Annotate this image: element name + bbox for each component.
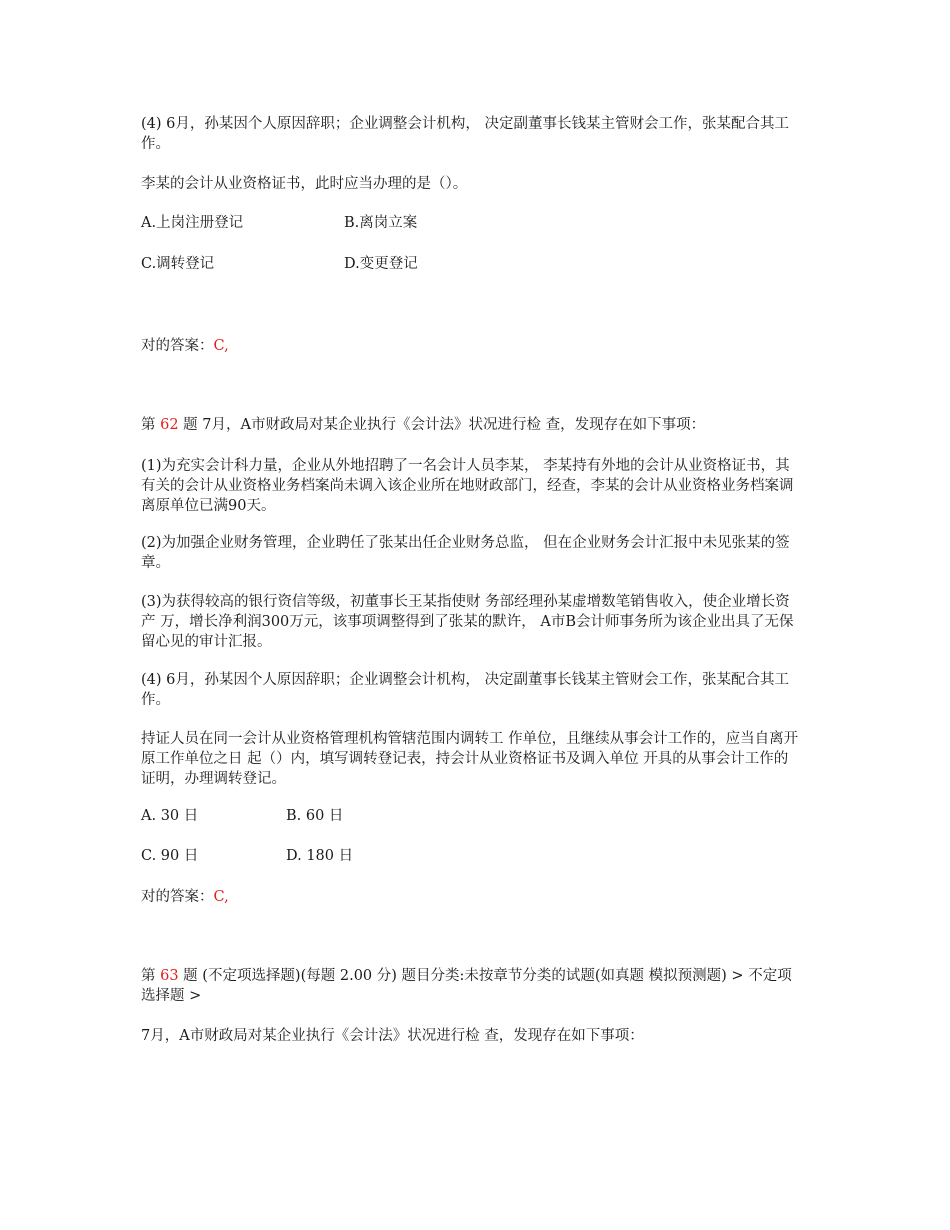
q63-header	[141, 966, 801, 1006]
question-number: 62	[160, 417, 179, 433]
q61-option-b: B.离岗立案	[344, 215, 418, 231]
q62-item-3: (3)为获得较高的银行资信等级，初董事长王某指使财 务部经理孙某虚增数笔销售收入，使企业增长资产 万，增长净利润300万元，该事项调整得到了张某的默许， A市B会计师事务所为该企业出具了无保留心见的审计汇报。	[141, 594, 794, 650]
q61-item-4: (4) 6月，孙某因个人原因辞职；企业调整会计机构， 决定副董事长钱某主管财会工作，张某配合其工作。	[141, 116, 789, 152]
question-number: 63	[160, 968, 179, 984]
answer-label: 对的答案：	[141, 889, 214, 905]
q61-question: 李某的会计从业资格证书，此时应当办理的是（）。	[141, 176, 468, 192]
question-prefix: 第	[141, 417, 156, 433]
q61-option-a: A.上岗注册登记	[141, 215, 244, 231]
q62-option-c: C. 90 日	[141, 848, 199, 864]
q62-item-2: (2)为加强企业财务管理，企业聘任了张某出任企业财务总监， 但在企业财务会计汇报中未见张某的签章。	[141, 535, 790, 571]
q62-intro: 题 7月，A市财政局对某企业执行《会计法》状况进行检 查，发现存在如下事项：	[183, 417, 706, 433]
q61-option-d: D.变更登记	[344, 256, 418, 272]
answer-value: C,	[213, 889, 229, 905]
q61-option-c: C.调转登记	[141, 256, 215, 272]
answer-label: 对的答案：	[141, 338, 214, 354]
q62-answer	[141, 887, 801, 907]
answer-value: C,	[213, 338, 229, 354]
q62-item-4: (4) 6月，孙某因个人原因辞职；企业调整会计机构， 决定副董事长钱某主管财会工作，张某配合其工作。	[141, 672, 789, 708]
q63-header-text: 题 (不定项选择题)(每题 2.00 分) 题目分类:未按章节分类的试题(如真题 模拟预测题) > 不定项选择题 >	[141, 968, 792, 1004]
question-prefix: 第	[141, 968, 156, 984]
q62-option-a: A. 30 日	[141, 808, 199, 824]
q62-item-1: (1)为充实会计科力量，企业从外地招聘了一名会计人员李某， 李某持有外地的会计从业资格证书，其有关的会计从业资格业务档案尚未调入该企业所在地财政部门，经查，李某的会计从业资格业务档案调离原单位已满90天。	[141, 458, 794, 514]
q63-intro: 7月，A市财政局对某企业执行《会计法》状况进行检 查，发现存在如下事项：	[141, 1028, 644, 1044]
q62-option-b: B. 60 日	[286, 808, 344, 824]
q61-answer	[141, 336, 801, 356]
q62-option-d: D. 180 日	[286, 848, 354, 864]
q62-question: 持证人员在同一会计从业资格管理机构管辖范围内调转工 作单位，且继续从事会计工作的，应当自离开原工作单位之日 起（）内，填写调转登记表，持会计从业资格证书及调入单位 开具的从事会计工作的证明，办理调转登记。	[141, 731, 799, 787]
q62-header	[141, 415, 801, 435]
